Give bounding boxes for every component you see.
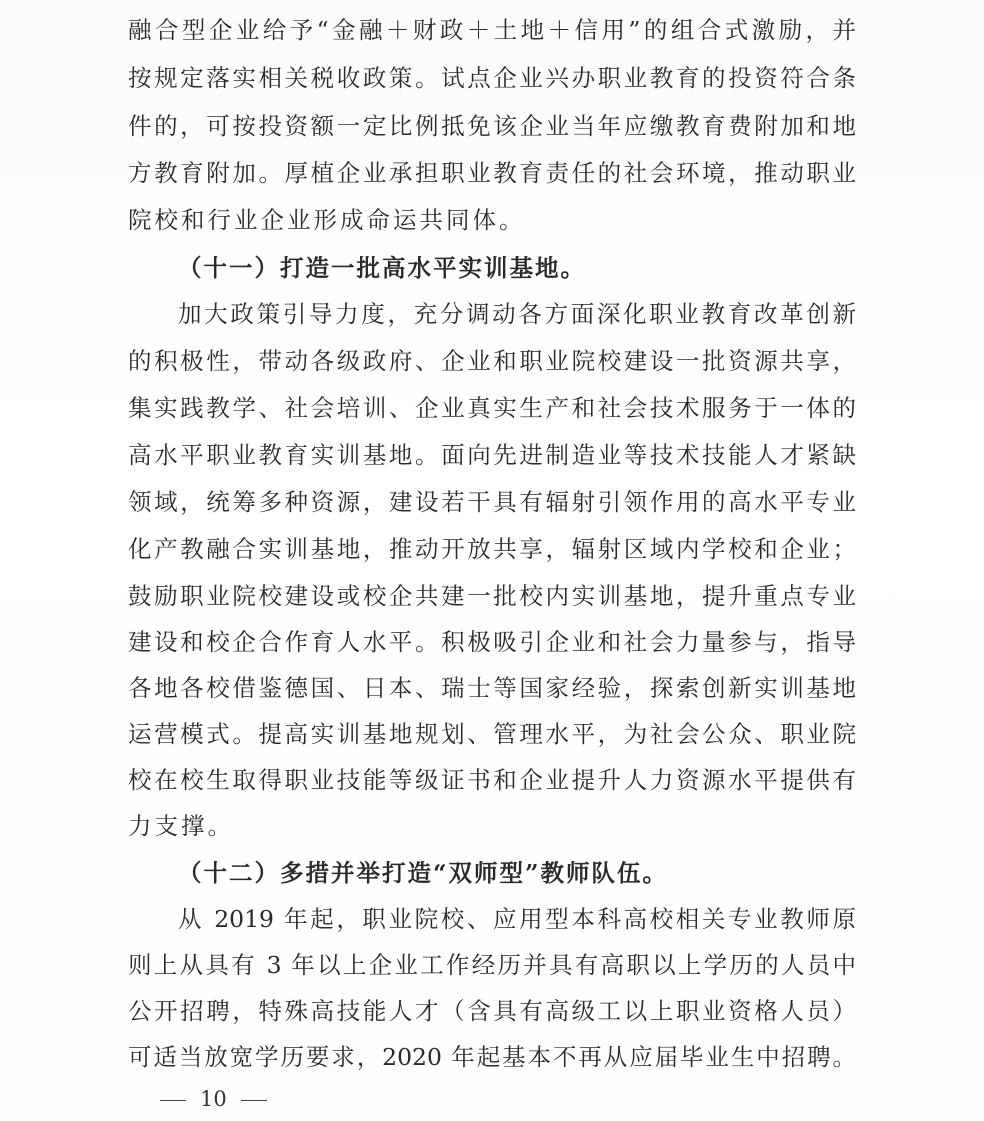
dash-right [241,1100,267,1101]
text-line: 化产教融合实训基地，推动开放共享，辐射区域内学校和企业； [128,535,856,563]
text-line: 按规定落实相关税收政策。试点企业兴办职业教育的投资符合条 [128,64,856,92]
text-line: 力支撑。 [128,812,234,840]
text-line: 校在校生取得职业技能等级证书和企业提升人力资源水平提供有 [128,766,856,794]
text-line: 件的，可按投资额一定比例抵免该企业当年应缴教育费附加和地 [128,112,856,140]
text-line: 各地各校借鉴德国、日本、瑞士等国家经验，探索创新实训基地 [128,674,856,702]
text-line: 可适当放宽学历要求，2020 年起基本不再从应届毕业生中招聘。 [128,1043,856,1071]
text-line: 从 2019 年起，职业院校、应用型本科高校相关专业教师原 [178,905,856,933]
text-line: 的积极性，带动各级政府、企业和职业院校建设一批资源共享， [128,347,856,375]
page-footer [146,1084,281,1114]
text-line: 融合型企业给予“金融＋财政＋土地＋信用”的组合式激励，并 [128,16,856,44]
section-heading: （十二）多措并举打造“双师型”教师队伍。 [178,859,669,887]
text-line: 鼓励职业院校建设或校企共建一批校内实训基地，提升重点专业 [128,582,856,610]
page-number: 10 [200,1087,227,1111]
text-line: 则上从具有 3 年以上企业工作经历并具有高职以上学历的人员中 [128,951,856,979]
text-line: 集实践教学、社会培训、企业真实生产和社会技术服务于一体的 [128,394,856,422]
text-line: 领域，统筹多种资源，建设若干具有辐射引领作用的高水平专业 [128,488,856,516]
text-line: 高水平职业教育实训基地。面向先进制造业等技术技能人才紧缺 [128,441,856,469]
text-line: 方教育附加。厚植企业承担职业教育责任的社会环境，推动职业 [128,159,856,187]
section-heading: （十一）打造一批高水平实训基地。 [178,254,586,282]
text-line: 建设和校企合作育人水平。积极吸引企业和社会力量参与，指导 [128,628,856,656]
text-line: 院校和行业企业形成命运共同体。 [128,206,526,234]
text-line: 公开招聘，特殊高技能人才（含具有高级工以上职业资格人员） [128,997,856,1025]
dash-left [160,1100,186,1101]
text-line: 运营模式。提高实训基地规划、管理水平，为社会公众、职业院 [128,720,856,748]
text-line: 加大政策引导力度，充分调动各方面深化职业教育改革创新 [178,300,856,328]
